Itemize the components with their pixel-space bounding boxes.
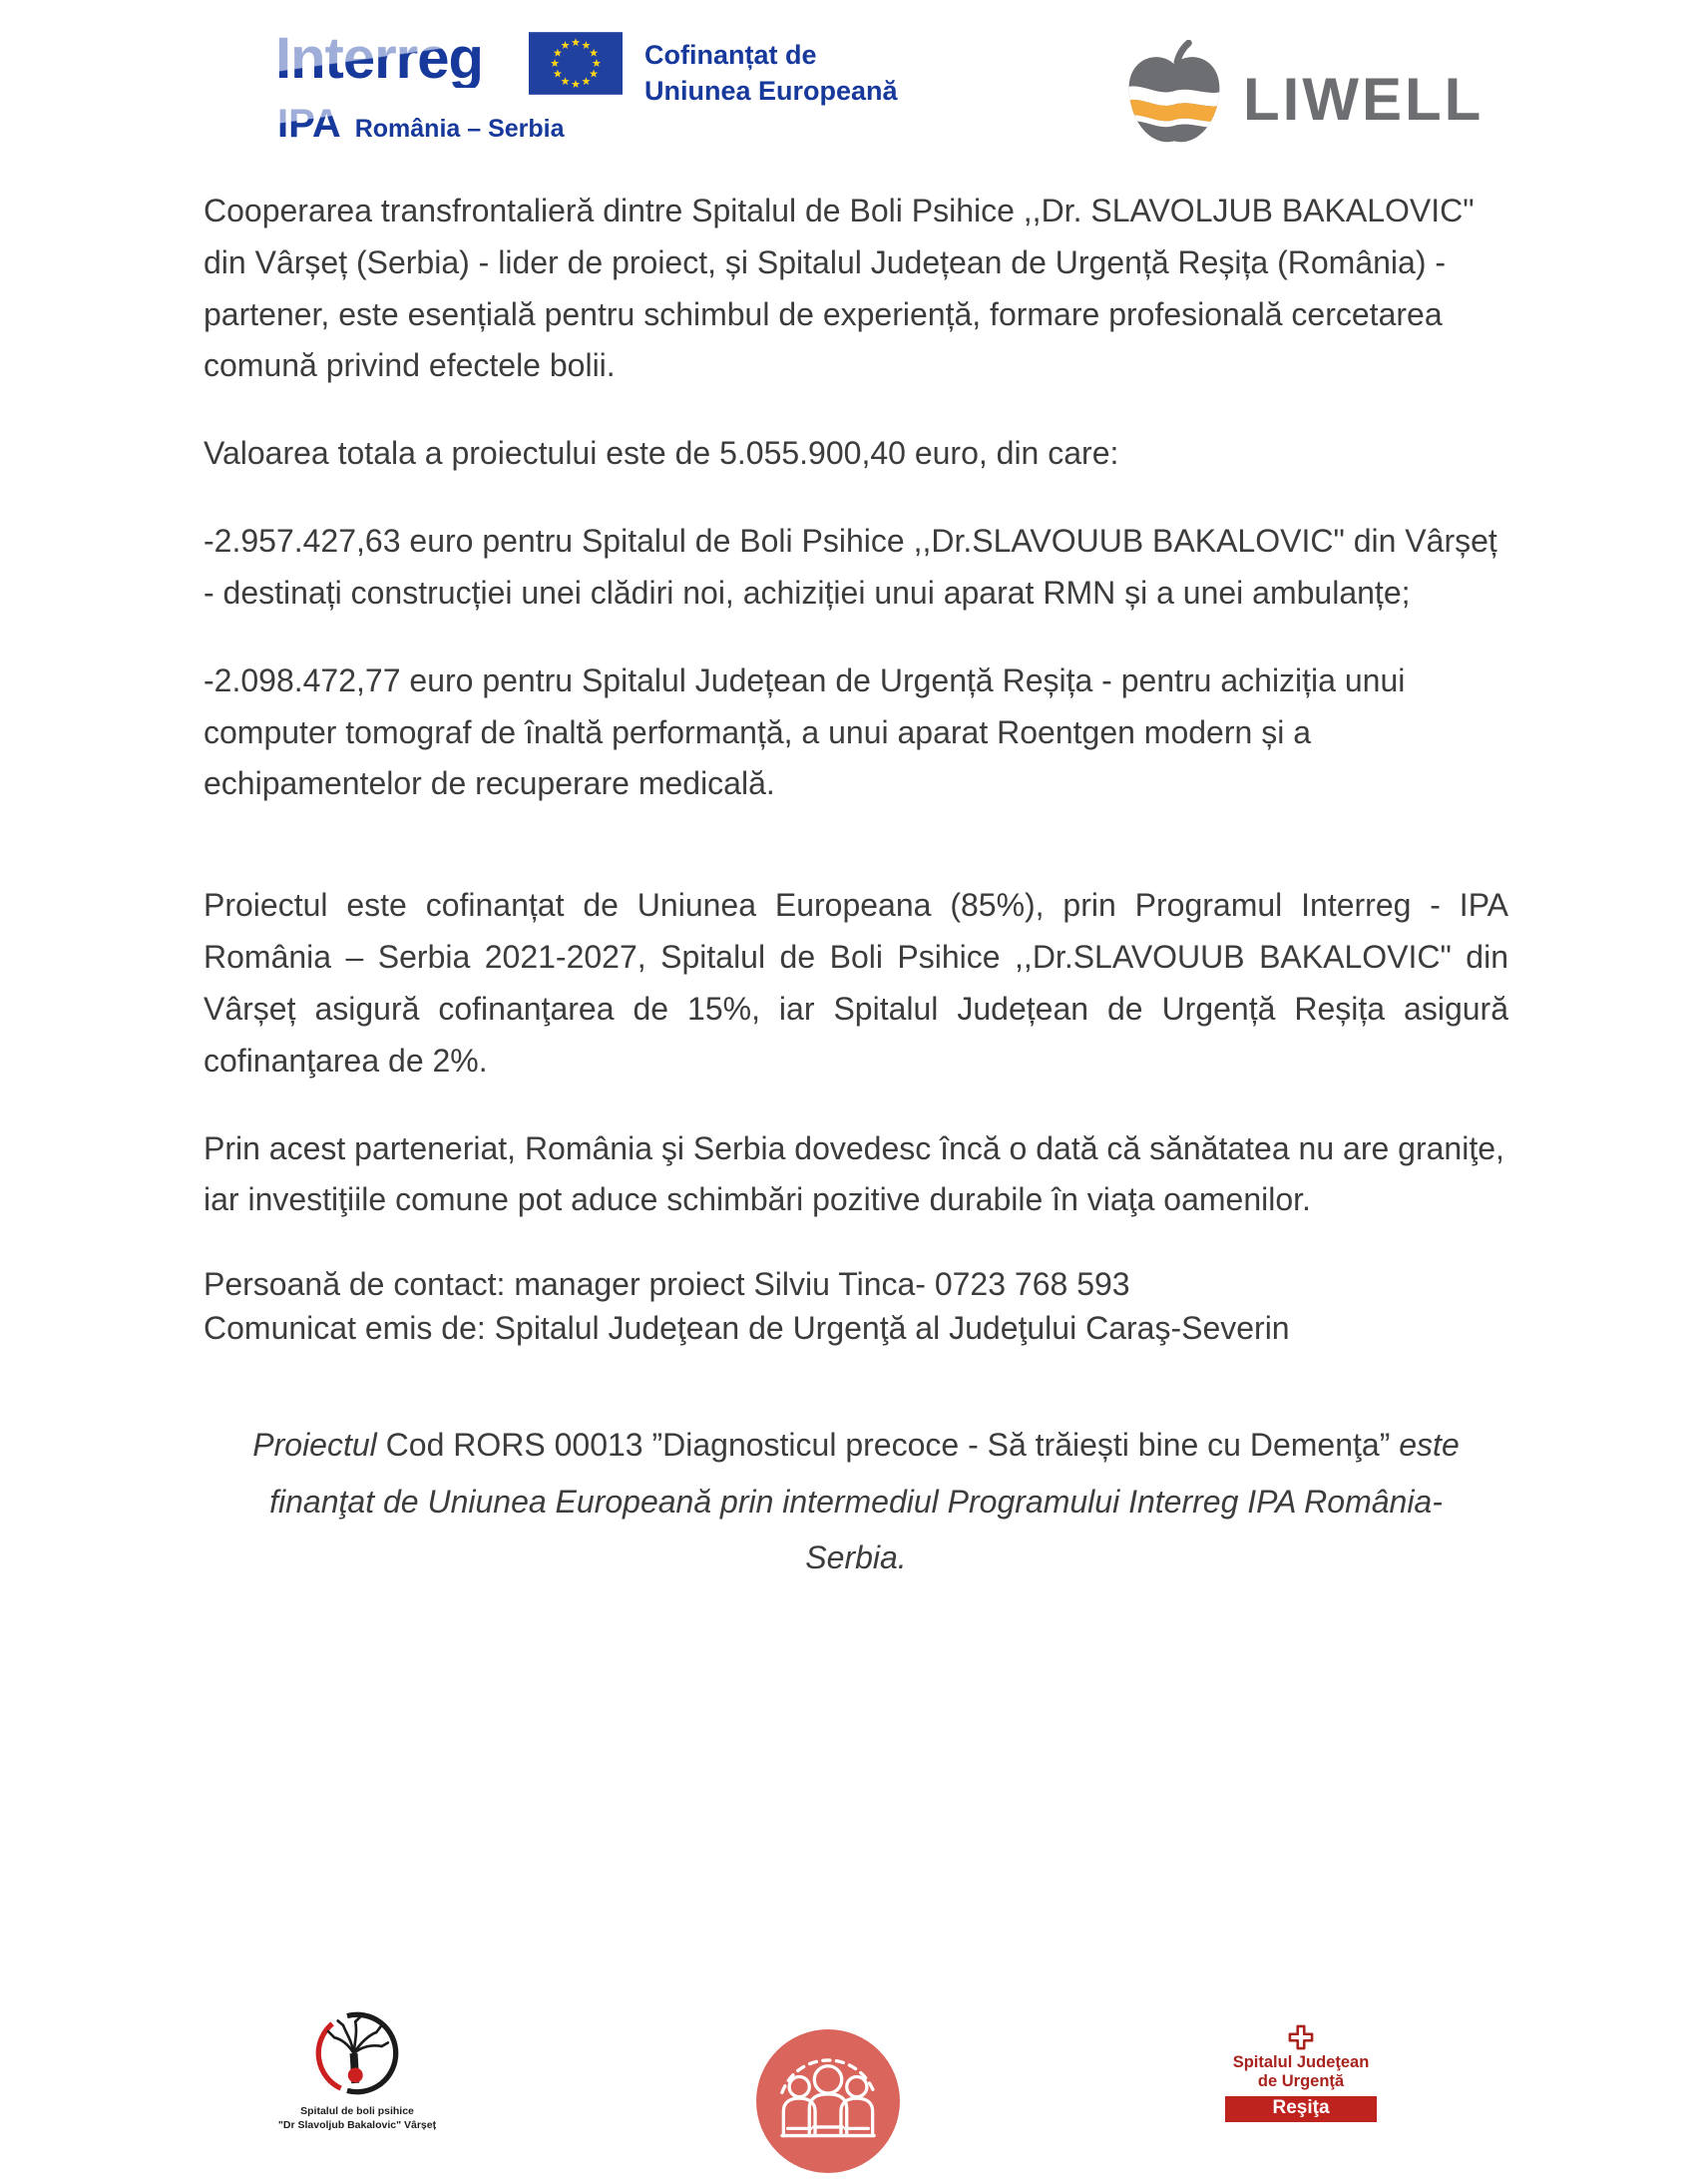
paragraph-partnership: Prin acest parteneriat, România şi Serbia dovedesc încă o dată că sănătatea nu are graniţe, iar investiţiile comune pot aduce schimbări pozitive durabile în viaţa oamenilor. [204,1129,1504,1218]
liwell-name-label: LIWELL [1243,65,1484,133]
community-logo [756,2029,900,2173]
psych-hospital-line1: Spitalul de boli psihice [300,2105,414,2117]
paragraph-total-value: Valoarea totala a proiectului este de 5.055.900,40 euro, din care: [204,435,1119,472]
resita-hospital-name [1225,2053,1377,2091]
paragraph-varset-budget: -2.957.427,63 euro pentru Spitalul de Boli Psihice ,,Dr.SLAVOUUB BAKALOVIC" din Vârșeț - destinați construcției unei clădiri noi, achiziției unui aparat RMN și a unei ambulanțe; [204,523,1497,611]
resita-hospital-line2: de Urgenţă [1257,2071,1345,2090]
eu-cofunding-text [644,32,898,109]
tree-circle-icon [313,2009,401,2097]
issued-by-line: Comunicat emis de: Spitalul Judeţean de Urgenţă al Judeţului Caraş-Severin [204,1310,1290,1347]
eu-cofunding-line2: Uniunea Europeană [644,75,898,106]
document-body [204,186,1508,1622]
interreg-program-line [277,104,565,144]
interreg-logo [275,26,565,146]
psych-hospital-line2: "Dr Slavoljub Bakalovic" Vârșeț [277,2118,437,2131]
paragraph-cofinancing: Proiectul este cofinanțat de Uniunea Europeana (85%), prin Programul Interreg - IPA România – Serbia 2021-2027, Spitalul de Boli Psihice ,,Dr.SLAVOUUB BAKALOVIC" din Vârșeț asigură cofinanţarea de 15%, iar Spitalul Județean de Urgență Reșița asigură cofinanţarea de 2%. [204,887,1508,1079]
program-region-label: România – Serbia [354,115,565,143]
interreg-wordmark: Interreg [275,30,565,88]
psych-hospital-logo [257,2009,457,2132]
psych-hospital-caption [257,2105,457,2132]
eu-cofunding-line1: Cofinanțat de [644,40,817,70]
closing-seg3: este finanţat de Uniunea Europeană prin intermediul Programului Interreg IPA România-Serbia. [269,1426,1460,1576]
people-circle-icon [756,2029,900,2173]
resita-hospital-logo [1225,2023,1377,2122]
contact-person-line: Persoană de contact: manager proiect Silviu Tinca- 0723 768 593 [204,1266,1130,1303]
resita-city-banner: Reşiţa [1225,2096,1377,2122]
paragraph-cooperation: Cooperarea transfrontalieră dintre Spitalul de Boli Psihice ,,Dr. SLAVOLJUB BAKALOVIC" din Vârșeț (Serbia) - lider de proiect, și Spitalul Județean de Urgență Reșița (România) - partener, este esențială pentru schimbul de experiență, formare profesională cercetarea comună privind efectele bolii. [204,193,1475,384]
ipa-label: IPA [277,102,341,146]
closing-note [204,1417,1508,1587]
liwell-logo [1121,40,1484,158]
medical-cross-icon [1288,2023,1314,2051]
paragraph-resita-budget: -2.098.472,77 euro pentru Spitalul Județean de Urgență Reșița - pentru achiziția unui computer tomograf de înaltă performanță, a unui aparat Roentgen modern și a echipamentelor de recuperare medicală. [204,661,1406,802]
contact-block [204,1262,1508,1350]
closing-seg2: Cod RORS 00013 ”Diagnosticul precoce - Să trăiești bine cu Demenţa” [376,1426,1400,1463]
liwell-apple-icon [1121,40,1227,158]
closing-seg1: Proiectul [252,1426,377,1463]
resita-hospital-line1: Spitalul Judeţean [1232,2053,1370,2071]
eu-cofunding-logo [529,32,898,109]
eu-flag-icon [529,32,623,95]
